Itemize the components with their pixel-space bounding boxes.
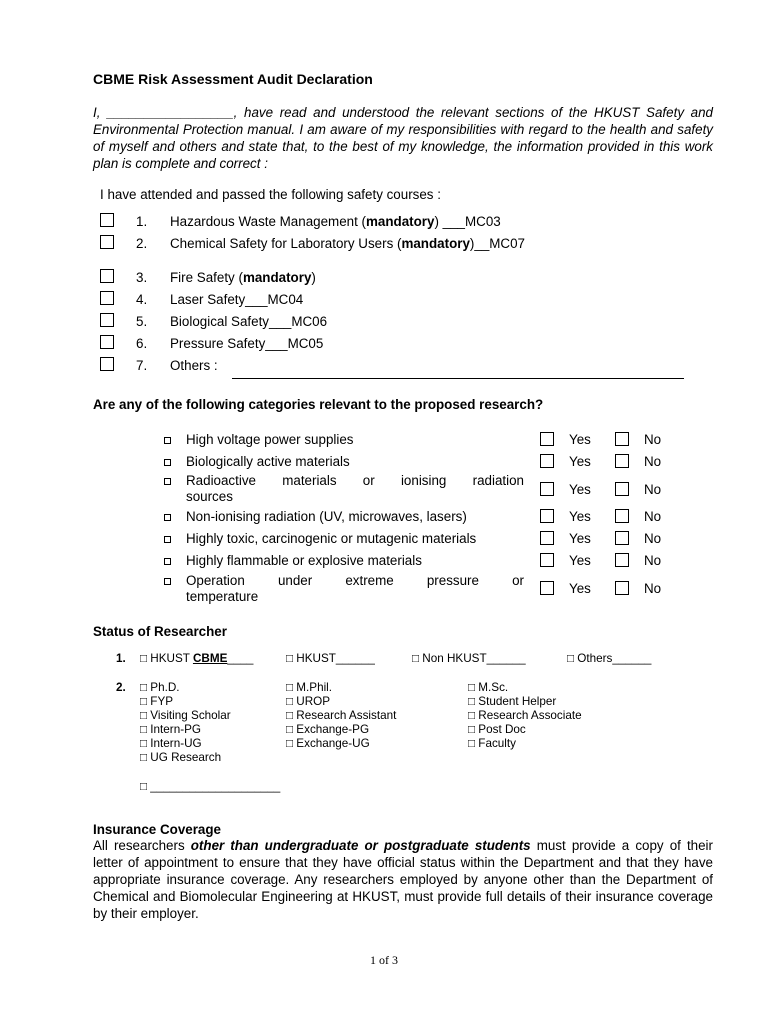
insurance-heading: Insurance Coverage (93, 822, 222, 837)
no-label: No (644, 432, 662, 447)
categories-heading: Are any of the following categories relevant to the proposed research? (93, 397, 544, 412)
course-checkbox[interactable] (100, 269, 114, 283)
yes-checkbox[interactable] (540, 531, 554, 545)
course-number: 3. (136, 270, 148, 285)
status-option[interactable]: □ UG Research (140, 751, 222, 764)
course-label: Biological Safety___MC06 (170, 314, 328, 329)
course-checkbox[interactable] (100, 335, 114, 349)
category-label: Highly flammable or explosive materials (186, 553, 422, 568)
status-option[interactable]: □ Ph.D. (140, 681, 180, 694)
yes-label: Yes (569, 531, 591, 546)
status-row2-number: 2. (116, 681, 126, 694)
status-option-non-hkust[interactable]: □ Non HKUST______ (412, 652, 526, 665)
course-label: Fire Safety (mandatory) (170, 270, 316, 285)
yes-label: Yes (569, 482, 591, 497)
course-label: Laser Safety___MC04 (170, 292, 304, 307)
status-option-other-blank[interactable]: □ ____________________ (140, 780, 281, 793)
bullet-square-icon (164, 558, 171, 565)
status-option[interactable]: □ Intern-PG (140, 723, 201, 736)
no-label: No (644, 553, 662, 568)
status-option-hkust-cbme[interactable]: □ HKUST CBME____ (140, 652, 254, 665)
no-label: No (644, 581, 662, 596)
bullet-square-icon (164, 437, 171, 444)
bullet-square-icon (164, 514, 171, 521)
course-number: 7. (136, 358, 148, 373)
yes-checkbox[interactable] (540, 581, 554, 595)
course-number: 4. (136, 292, 148, 307)
category-label: Operation under extreme pressure or temperature (186, 573, 524, 604)
page-number: 1 of 3 (370, 953, 398, 967)
yes-label: Yes (569, 509, 591, 524)
yes-label: Yes (569, 454, 591, 469)
yes-checkbox[interactable] (540, 454, 554, 468)
no-label: No (644, 531, 662, 546)
yes-checkbox[interactable] (540, 432, 554, 446)
status-option[interactable]: □ Visiting Scholar (140, 709, 231, 722)
status-option[interactable]: □ Research Associate (468, 709, 582, 722)
insurance-text: All researchers other than undergraduate or postgraduate students must provide a copy of their letter of appointment to ensure that they have official status within the Department and that they have appropriate insurance coverage. Any researchers employed by anyone other than the Department of Chemical and Biomolecular Engineering at HKUST, must provide full details of their insurance coverage by their employer. (93, 838, 713, 921)
status-option[interactable]: □ Exchange-UG (286, 737, 370, 750)
status-heading: Status of Researcher (93, 624, 227, 639)
yes-checkbox[interactable] (540, 553, 554, 567)
category-label: Highly toxic, carcinogenic or mutagenic materials (186, 531, 477, 546)
course-number: 6. (136, 336, 148, 351)
status-option[interactable]: □ M.Sc. (468, 681, 509, 694)
courses-intro: I have attended and passed the following safety courses : (100, 187, 441, 202)
no-checkbox[interactable] (615, 553, 629, 567)
no-label: No (644, 509, 662, 524)
yes-label: Yes (569, 581, 591, 596)
status-option-others[interactable]: □ Others______ (567, 652, 652, 665)
no-checkbox[interactable] (615, 581, 629, 595)
yes-checkbox[interactable] (540, 509, 554, 523)
bullet-square-icon (164, 578, 171, 585)
category-label: Biologically active materials (186, 454, 350, 469)
status-option[interactable]: □ Research Assistant (286, 709, 397, 722)
yes-label: Yes (569, 432, 591, 447)
status-option[interactable]: □ Intern-UG (140, 737, 202, 750)
status-col3 (468, 681, 582, 751)
no-label: No (644, 482, 662, 497)
category-label: Non-ionising radiation (UV, microwaves, lasers) (186, 509, 467, 524)
category-label: High voltage power supplies (186, 432, 354, 447)
course-checkbox[interactable] (100, 235, 114, 249)
course-checkbox[interactable] (100, 291, 114, 305)
course-label: Pressure Safety___MC05 (170, 336, 324, 351)
status-option[interactable]: □ FYP (140, 695, 174, 708)
no-checkbox[interactable] (615, 509, 629, 523)
course-checkbox[interactable] (100, 357, 114, 371)
bullet-square-icon (164, 536, 171, 543)
yes-checkbox[interactable] (540, 482, 554, 496)
bullet-square-icon (164, 478, 171, 485)
course-number: 1. (136, 214, 148, 229)
status-option[interactable]: □ Exchange-PG (286, 723, 370, 736)
course-checkbox[interactable] (100, 313, 114, 327)
status-col1 (140, 681, 231, 765)
course-checkbox[interactable] (100, 213, 114, 227)
no-checkbox[interactable] (615, 454, 629, 468)
status-option[interactable]: □ M.Phil. (286, 681, 333, 694)
bullet-square-icon (164, 459, 171, 466)
status-row1-number: 1. (116, 652, 126, 665)
status-option-hkust[interactable]: □ HKUST______ (286, 652, 375, 665)
course-label: Chemical Safety for Laboratory Users (mandatory)__MC07 (170, 236, 525, 251)
declaration-text: I, _________________, have read and understood the relevant sections of the HKUST Safety and Environmental Protection manual. I am aware of my responsibilities with regard to the health and safety of myself and others and state that, to the best of my knowledge, the information provided in this work plan is complete and correct : (93, 105, 713, 171)
status-option[interactable]: □ UROP (286, 695, 331, 708)
status-option[interactable]: □ Faculty (468, 737, 516, 750)
no-label: No (644, 454, 662, 469)
status-option[interactable]: □ Student Helper (468, 695, 557, 708)
status-option[interactable]: □ Post Doc (468, 723, 526, 736)
category-label: Radioactive materials or ionising radiation sources (186, 473, 524, 504)
course-number: 5. (136, 314, 148, 329)
course-label: Hazardous Waste Management (mandatory) ___MC03 (170, 214, 501, 229)
page-title: CBME Risk Assessment Audit Declaration (93, 71, 373, 87)
others-fill-line[interactable] (232, 378, 684, 379)
no-checkbox[interactable] (615, 482, 629, 496)
course-number: 2. (136, 236, 148, 251)
no-checkbox[interactable] (615, 531, 629, 545)
yes-label: Yes (569, 553, 591, 568)
status-col2 (286, 681, 396, 751)
no-checkbox[interactable] (615, 432, 629, 446)
course-label: Others : (170, 358, 218, 373)
